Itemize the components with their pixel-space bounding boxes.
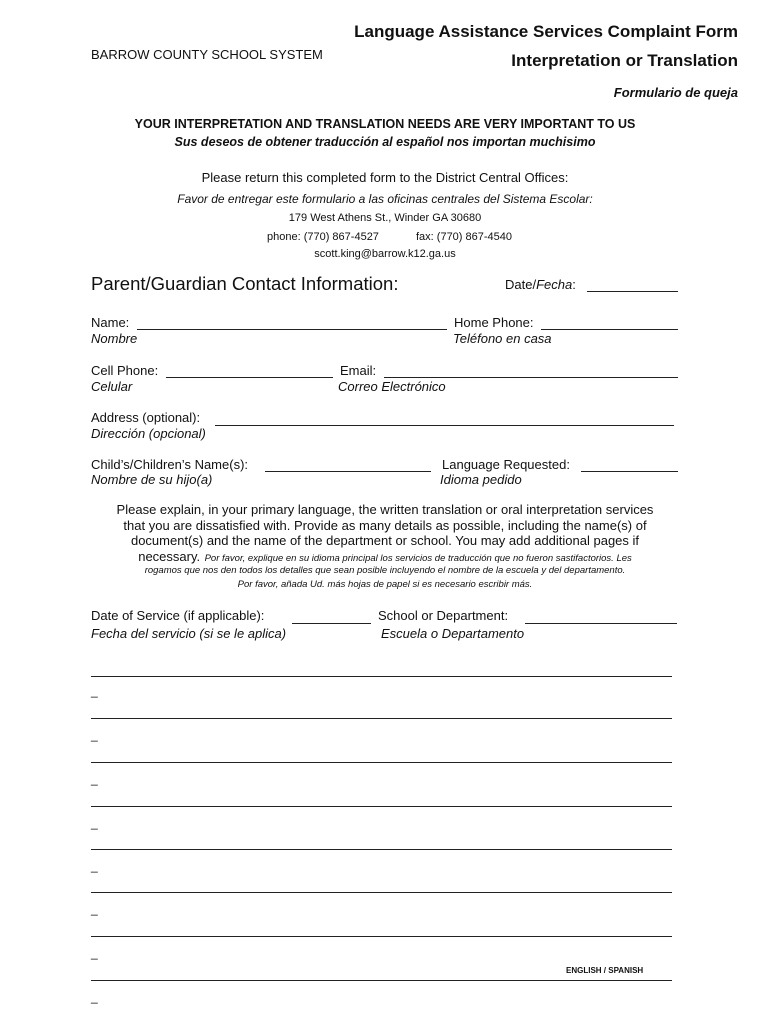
language-field[interactable] [581,471,678,472]
writing-line[interactable] [91,762,672,763]
explain-line-1: Please explain, in your primary language, the written translation or oral interpretation services [116,502,654,517]
writing-line[interactable] [91,718,672,719]
date-label: Date/Fecha: [505,277,576,292]
form-subtitle: Interpretation or Translation [511,51,738,70]
return-instruction-spanish: Favor de entregar este formulario a las oficinas centrales del Sistema Escolar: [177,192,593,206]
writing-dash: _ [91,990,98,1004]
school-label-spanish: Escuela o Departamento [381,626,525,641]
name-field[interactable] [137,329,447,330]
writing-dash: _ [91,859,98,873]
name-label: Name: [91,315,130,330]
importance-statement: YOUR INTERPRETATION AND TRANSLATION NEEDS ARE VERY IMPORTANT TO US [134,117,636,131]
explain-line-2: that you are dissatisfied with. Provide as many details as possible, including the name(s) of [123,518,647,533]
explain-line-6: Por favor, añada Ud. más hojas de papel si es necesario escribir más. [237,579,533,590]
office-address: 179 West Athens St., Winder GA 30680 [288,212,482,224]
section-title: Parent/Guardian Contact Information: [91,273,399,294]
writing-line[interactable] [91,936,672,937]
writing-line[interactable] [91,676,672,677]
address-label: Address (optional): [91,410,201,425]
explain-line-3: document(s) and the name of the department or school. You may add additional pages if [130,533,640,548]
language-tag: ENGLISH / SPANISH [566,966,644,975]
children-label: Child’s/Children’s Name(s): [91,457,249,472]
office-email: scott.king@barrow.k12.ga.us [314,248,456,260]
form-title: Language Assistance Services Complaint Form [354,22,738,41]
writing-line[interactable] [91,806,672,807]
explain-line-4: necessary. Por favor, explique en su idioma principal los servicios de traducción que no fueron sastifactorios. Les [138,549,632,564]
return-instruction: Please return this completed form to the District Central Offices: [201,170,569,185]
service-date-label: Date of Service (if applicable): [91,608,265,623]
address-field[interactable] [215,425,674,426]
writing-dash: _ [91,946,98,960]
service-date-label-spanish: Fecha del servicio (si se le aplica) [91,626,287,641]
children-field[interactable] [265,471,431,472]
name-label-spanish: Nombre [91,331,138,346]
office-phone: phone: (770) 867-4527 [267,231,379,243]
cell-phone-label: Cell Phone: [91,363,159,378]
form-title-spanish: Formulario de queja [613,85,738,100]
service-date-field[interactable] [292,623,371,624]
org-name: BARROW COUNTY SCHOOL SYSTEM [91,47,323,62]
writing-dash: _ [91,902,98,916]
language-label: Language Requested: [442,457,570,472]
email-label-spanish: Correo Electrónico [338,379,446,394]
cell-phone-label-spanish: Celular [91,379,133,394]
address-label-spanish: Dirección (opcional) [91,426,206,441]
email-label: Email: [340,363,377,378]
writing-dash: _ [91,816,98,830]
email-field[interactable] [384,377,678,378]
date-field[interactable] [587,291,678,292]
children-label-spanish: Nombre de su hijo(a) [91,472,213,487]
school-label: School or Department: [378,608,509,623]
explain-line-5: rogamos que nos den todos los detalles que sean posible incluyendo el nombre de la escuela y del departamento. [144,565,626,576]
importance-statement-spanish: Sus deseos de obtener traducción al español nos importan muchisimo [174,135,596,149]
writing-line[interactable] [91,892,672,893]
writing-dash: _ [91,772,98,786]
writing-line[interactable] [91,849,672,850]
writing-dash: _ [91,684,98,698]
writing-line[interactable] [91,980,672,981]
school-field[interactable] [525,623,677,624]
office-fax: fax: (770) 867-4540 [416,231,513,243]
writing-dash: _ [91,728,98,742]
language-label-spanish: Idioma pedido [440,472,522,487]
home-phone-label: Home Phone: [454,315,534,330]
home-phone-label-spanish: Teléfono en casa [453,331,552,346]
cell-phone-field[interactable] [166,377,333,378]
home-phone-field[interactable] [541,329,678,330]
